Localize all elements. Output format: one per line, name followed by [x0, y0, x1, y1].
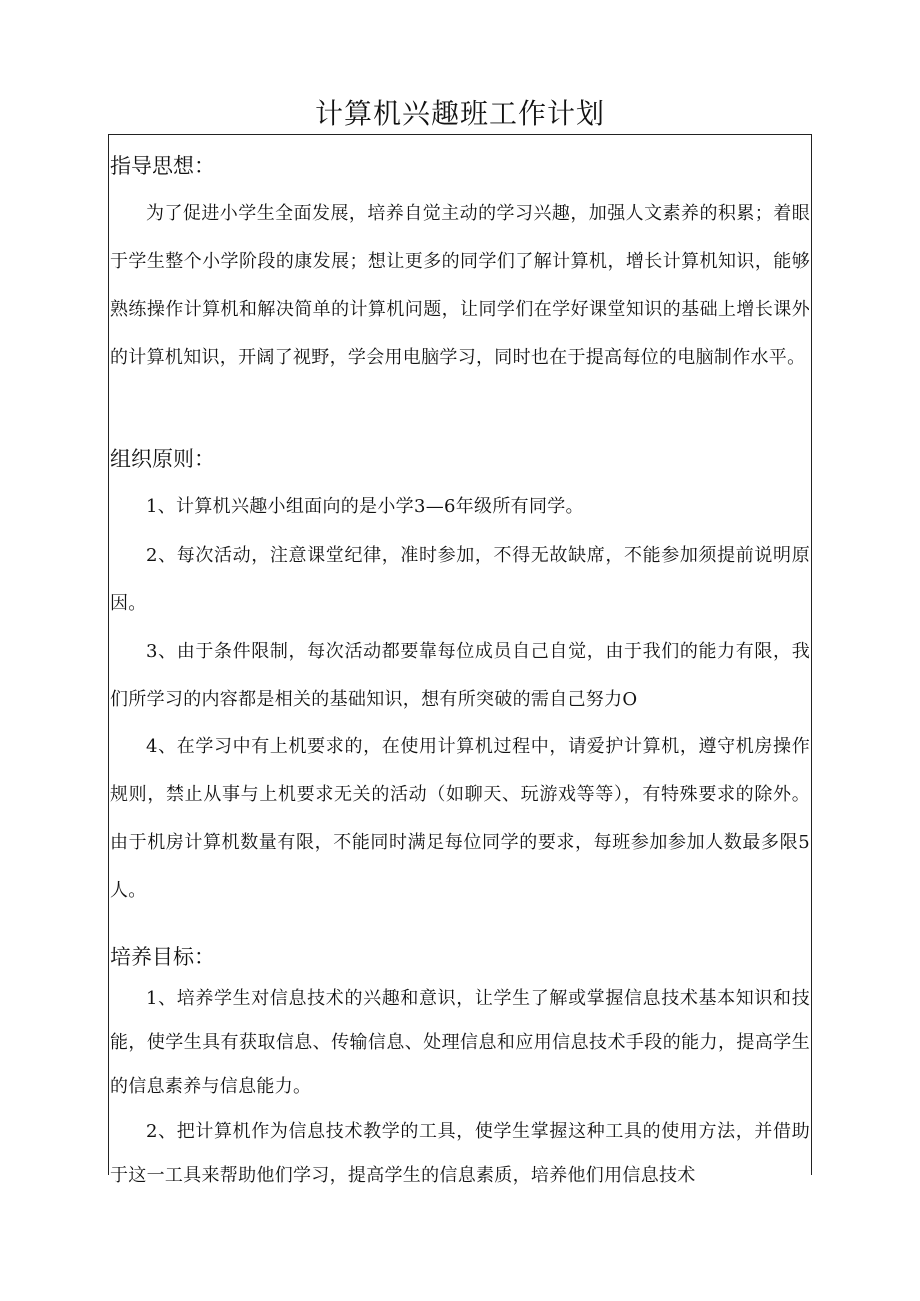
paragraph-goal-2: 2、把计算机作为信息技术教学的工具，使学生掌握这种工具的使用方法，并借助于这一工具来帮助他们学习，提高学生的信息素质，培养他们用信息技术: [110, 1121, 810, 1186]
section-heading-organization-principles: 组织原则：: [110, 447, 215, 471]
paragraph-principle-4: 4、在学习中有上机要求的，在使用计算机过程中，请爱护计算机，遵守机房操作规则，禁止从事与上机要求无关的活动（如聊天、玩游戏等等），有特殊要求的除外。由于机房计算机数量有限，不能同时满足每位同学的要求，每班参加参加人数最多限5人。: [110, 736, 810, 901]
document-title: 计算机兴趣班工作计划: [314, 97, 605, 130]
paragraph-principle-3: 3、由于条件限制，每次活动都要靠每位成员自己自觉，由于我们的能力有限，我们所学习的内容都是相关的基础知识，想有所突破的需自己努力O: [110, 641, 810, 710]
paragraph-principle-1: 1、计算机兴趣小组面向的是小学3—6年级所有同学。: [146, 496, 584, 517]
paragraph-guiding-ideology: 为了促进小学生全面发展，培养自觉主动的学习兴趣，加强人文素养的积累；着眼于学生整个小学阶段的康发展；想让更多的同学们了解计算机，增长计算机知识，能够熟练操作计算机和解决简单的计算机问题，让同学们在学好课堂知识的基础上增长课外的计算机知识，开阔了视野，学会用电脑学习，同时也在于提高每位的电脑制作水平。: [110, 203, 810, 368]
section-heading-guiding-ideology: 指导思想：: [110, 154, 215, 178]
paragraph-goal-1: 1、培养学生对信息技术的兴趣和意识，让学生了解或掌握信息技术基本知识和技能，使学生具有获取信息、传输信息、处理信息和应用信息技术手段的能力，提高学生的信息素养与信息能力。: [110, 988, 810, 1097]
section-heading-training-goals: 培养目标：: [110, 945, 215, 969]
paragraph-principle-2: 2、每次活动，注意课堂纪律，准时参加，不得无故缺席，不能参加须提前说明原因。: [110, 545, 810, 614]
